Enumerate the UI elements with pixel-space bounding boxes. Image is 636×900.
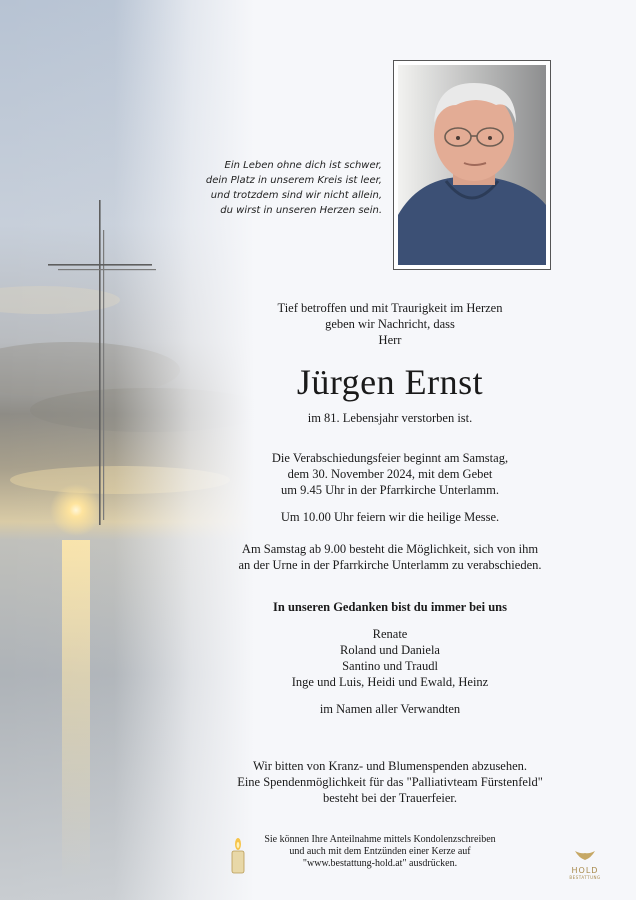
farewell-line: an der Urne in der Pfarrkirche Unterlamm zu verabschieden. [238, 558, 542, 572]
ceremony-line: Die Verabschiedungsfeier beginnt am Samstag, [271, 451, 509, 465]
ceremony-line: um 9.45 Uhr in der Pfarrkirche Unterlamm. [281, 483, 499, 497]
ceremony-line: dem 30. November 2024, mit dem Gebet [287, 467, 493, 481]
intro [200, 300, 580, 348]
poem-line: Ein Leben ohne dich ist schwer, [224, 160, 382, 171]
donation-note [200, 758, 580, 806]
intro-line: Herr [378, 333, 402, 347]
deceased-name: Jürgen Ernst [296, 362, 484, 402]
mass-line: Um 10.00 Uhr feiern wir die heilige Messe. [280, 510, 500, 524]
logo-subtitle: BESTATTUNG [569, 875, 601, 880]
age-line: im 81. Lebensjahr verstorben ist. [307, 411, 473, 425]
family-member: Roland und Daniela [340, 643, 440, 657]
motto: In unseren Gedanken bist du immer bei uns [273, 600, 507, 614]
donation-line: Eine Spendenmöglichkeit für das "Palliativteam Fürstenfeld" [237, 775, 543, 789]
funeral-home-logo [562, 848, 608, 880]
condolence-note [250, 834, 510, 870]
portrait-photo [398, 65, 546, 265]
poem-line: und trotzdem sind wir nicht allein, [210, 190, 382, 201]
cross-icon [48, 200, 156, 525]
farewell-line: Am Samstag ab 9.00 besteht die Möglichkeit, sich von ihm [241, 542, 539, 556]
condolence-line: "www.bestattung-hold.at" ausdrücken. [302, 858, 458, 869]
portrait-frame [393, 60, 551, 270]
donation-line: besteht bei der Trauerfeier. [323, 791, 457, 805]
logo-name: HOLD [571, 866, 599, 875]
intro-line: geben wir Nachricht, dass [325, 317, 455, 331]
family-member: Santino und Traudl [342, 659, 438, 673]
poem [170, 158, 382, 218]
poem-line: du wirst in unseren Herzen sein. [220, 205, 382, 216]
intro-line: Tief betroffen und mit Traurigkeit im Herzen [277, 301, 503, 315]
condolence-line: und auch mit dem Entzünden einer Kerze auf [289, 846, 471, 857]
relatives-line: im Namen aller Verwandten [319, 702, 461, 716]
family-member: Renate [372, 627, 408, 641]
candle-icon [229, 838, 247, 874]
family-member: Inge und Luis, Heidi und Ewald, Heinz [291, 675, 489, 689]
poem-line: dein Platz in unserem Kreis ist leer, [205, 175, 382, 186]
family-list [200, 626, 580, 690]
farewell-details [200, 541, 580, 573]
condolence-line: Sie können Ihre Anteilnahme mittels Kondolenzschreiben [264, 834, 496, 845]
ceremony-details [200, 450, 580, 498]
donation-line: Wir bitten von Kranz- und Blumenspenden abzusehen. [252, 759, 528, 773]
wing-icon [573, 849, 597, 861]
